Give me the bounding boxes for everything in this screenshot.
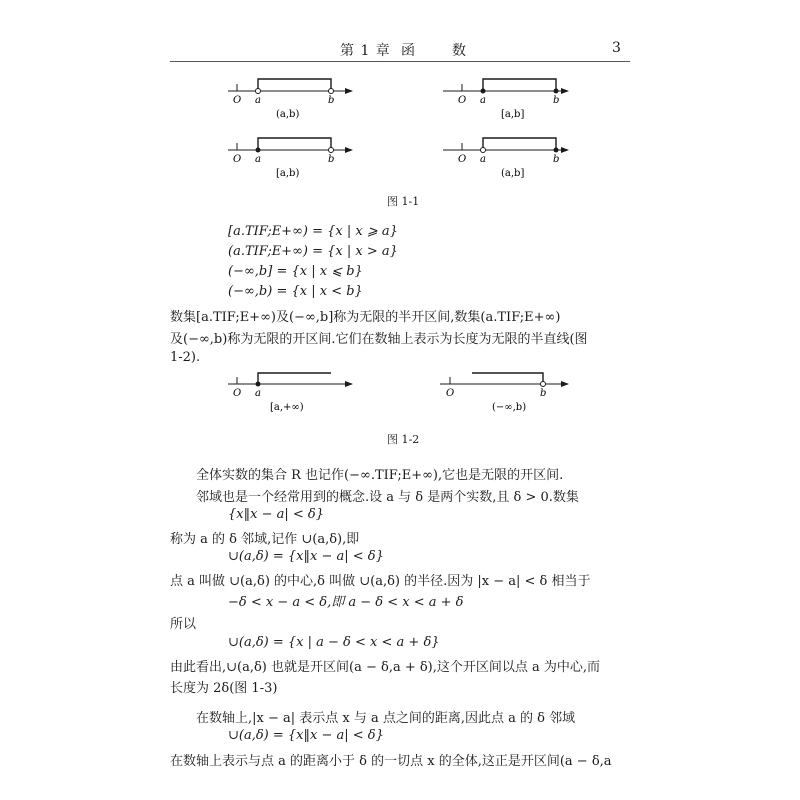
formula-line: ∪(a,δ) = {x‖x − a| < δ} (228, 728, 384, 743)
formula-line: [a.TIF;E+∞) = {x | x ⩾ a} (228, 224, 398, 239)
chapter-title-char-2: 数 (452, 43, 467, 59)
body-line: 所以 (170, 617, 197, 632)
interval-label: [a,+∞) (270, 402, 304, 413)
interval-label: (a,b) (276, 109, 300, 120)
formula-line: ∪(a,δ) = {x | a − δ < x < a + δ} (228, 635, 440, 650)
point-b-label: b (328, 154, 335, 165)
interval-diagram-closed (443, 79, 568, 120)
interval-label: [a,b] (501, 109, 525, 120)
formula-line: (−∞,b] = {x | x ⩽ b} (228, 264, 363, 279)
chapter-label: 第 1 章 (340, 43, 391, 59)
point-b-label: b (328, 95, 335, 106)
point-b-label: b (553, 154, 560, 165)
point-a-label: a (255, 154, 261, 165)
point-a-label: a (480, 154, 486, 165)
body-line: 长度为 2δ(图 1-3) (170, 681, 278, 696)
point-b-label: b (553, 95, 560, 106)
paragraph-line: 1-2). (170, 350, 201, 365)
figure-1-2-caption: 图 1-2 (387, 433, 420, 446)
interval-label: (a,b] (501, 168, 525, 179)
paragraph-line: 数集[a.TIF;E+∞)及(−∞,b]称为无限的半开区间,数集(a.TIF;E+∞) (170, 310, 561, 325)
body-line: 全体实数的集合 R 也记作(−∞.TIF;E+∞),它也是无限的开区间. (196, 468, 564, 483)
interval-diagram-open (228, 79, 352, 120)
ray-diagram-left (440, 373, 568, 413)
interval-label: [a,b) (276, 168, 300, 179)
paragraph-line: 及(−∞,b)称为无限的开区间.它们在数轴上表示为长度为无限的半直线(图 (170, 332, 588, 347)
origin-label: O (458, 95, 467, 106)
interval-label: (−∞,b) (492, 402, 527, 413)
formula-line: ∪(a,δ) = {x‖x − a| < δ} (228, 549, 384, 564)
point-a-label: a (480, 95, 486, 106)
interval-diagram-half-open-right (228, 138, 352, 179)
origin-label: O (233, 95, 242, 106)
body-line: 邻域也是一个经常用到的概念.设 a 与 δ 是两个实数,且 δ > 0.数集 (196, 490, 579, 505)
figure-1-2 (0, 360, 800, 420)
body-line: 在数轴上表示与点 a 的距离小于 δ 的一切点 x 的全体,这正是开区间(a − δ,a (170, 754, 612, 769)
body-line: 点 a 叫做 ∪(a,δ) 的中心,δ 叫做 ∪(a,δ) 的半径.因为 |x − a| < δ 相当于 (170, 574, 591, 589)
origin-label: O (233, 388, 242, 399)
point-b-label: b (540, 388, 547, 399)
origin-label: O (446, 388, 455, 399)
formula-line: (a.TIF;E+∞) = {x | x > a} (228, 244, 398, 259)
point-a-label: a (255, 388, 261, 399)
body-line: 由此看出,∪(a,δ) 也就是开区间(a − δ,a + δ),这个开区间以点 a 为中心,而 (170, 660, 601, 675)
formula-line: {x‖x − a| < δ} (228, 507, 324, 522)
figure-1-1-caption: 图 1-1 (387, 195, 420, 208)
body-line: 称为 a 的 δ 邻域,记作 ∪(a,δ),即 (170, 532, 360, 547)
chapter-title-char-1: 函 (401, 43, 416, 59)
body-line: 在数轴上,|x − a| 表示点 x 与 a 点之间的距离,因此点 a 的 δ 邻域 (196, 711, 576, 726)
figure-1-1 (0, 0, 800, 260)
origin-label: O (233, 154, 242, 165)
origin-label: O (458, 154, 467, 165)
formula-line: −δ < x − a < δ,即 a − δ < x < a + δ (228, 595, 464, 610)
point-a-label: a (255, 95, 261, 106)
page-number: 3 (612, 40, 622, 56)
formula-line: (−∞,b) = {x | x < b} (228, 284, 363, 299)
interval-diagram-half-open-left (443, 138, 568, 179)
ray-diagram-right (228, 373, 352, 413)
